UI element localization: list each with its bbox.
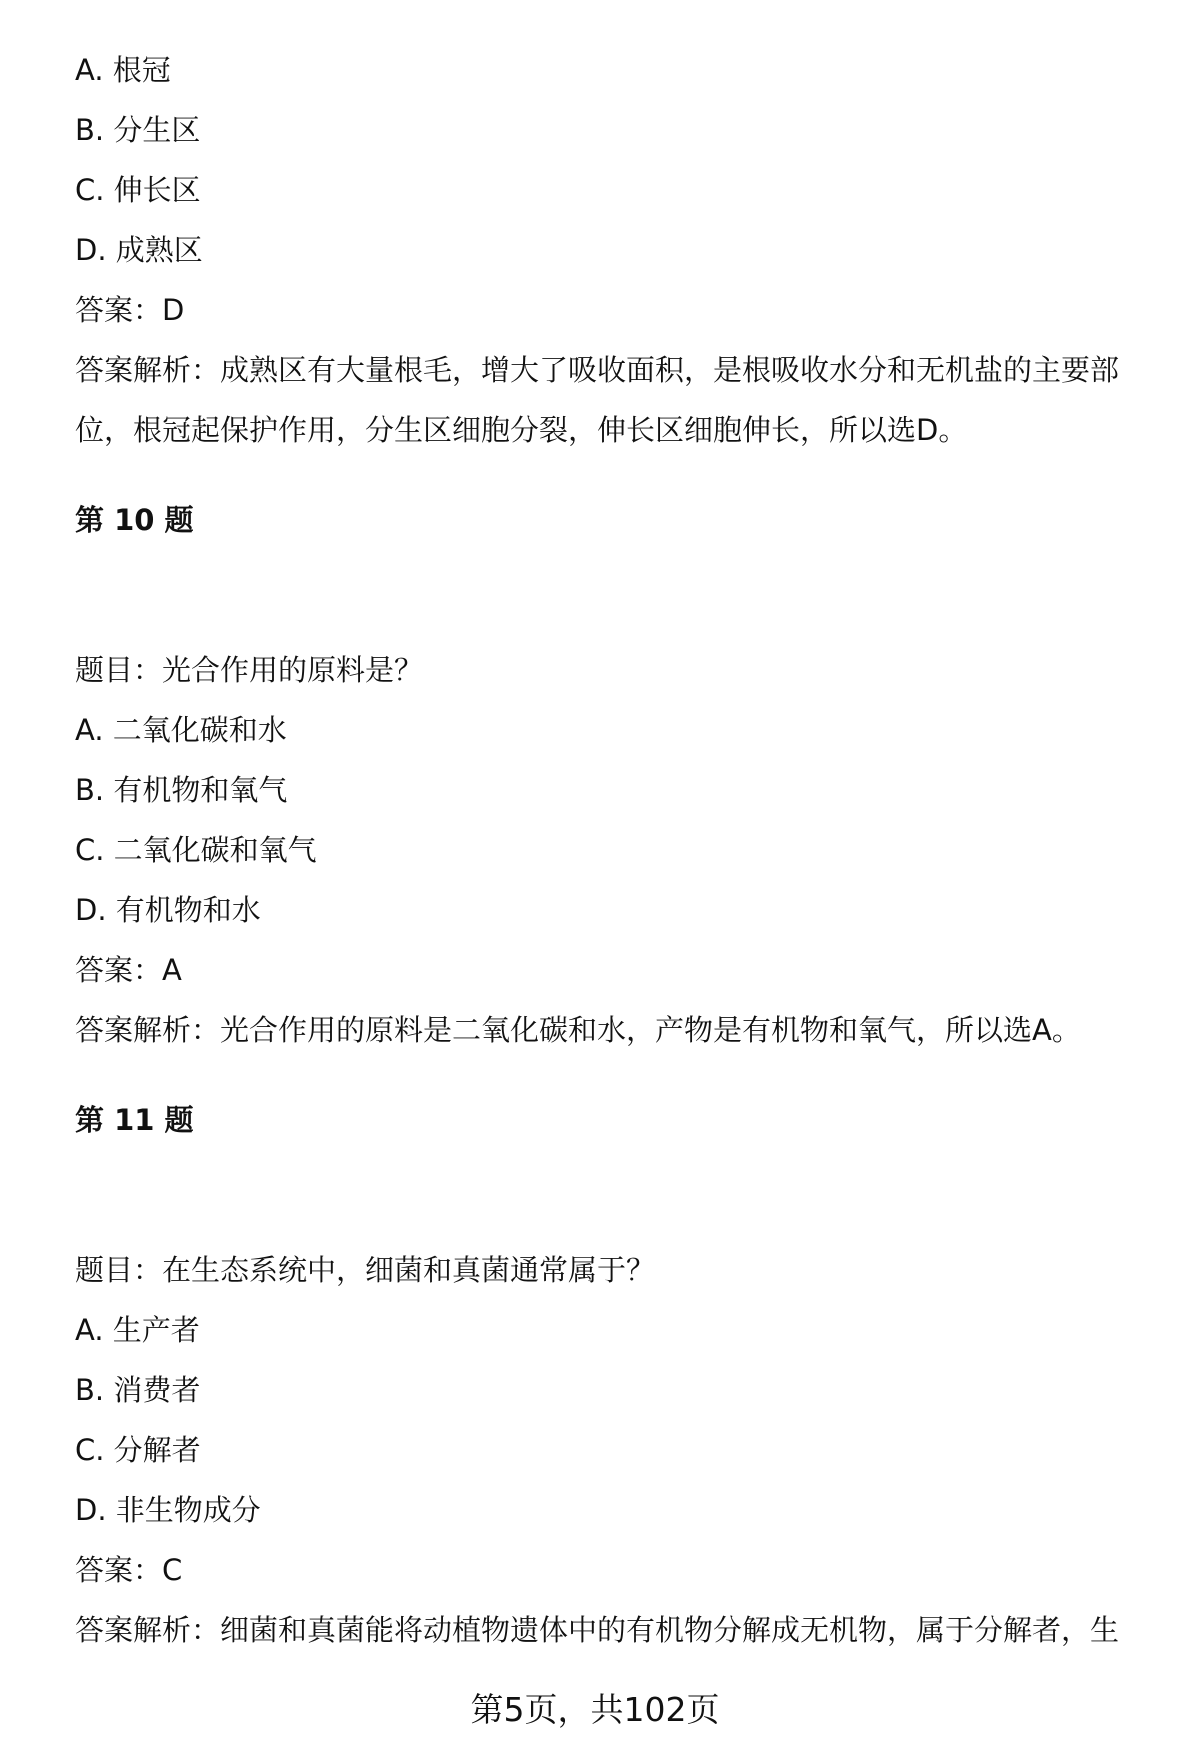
q10-option-c: C. 二氧化碳和氧气 [75,833,317,867]
q9-answer: 答案：D [75,293,185,327]
q11-option-a: A. 生产者 [75,1313,200,1347]
q9-analysis-line-1: 答案解析：成熟区有大量根毛，增大了吸收面积，是根吸收水分和无机盐的主要部 [75,353,1120,387]
q10-heading: 第 10 题 [75,503,194,537]
q9-option-b: B. 分生区 [75,113,201,147]
q11-option-b: B. 消费者 [75,1373,201,1407]
q10-option-d: D. 有机物和水 [75,893,261,927]
q11-analysis: 答案解析：细菌和真菌能将动植物遗体中的有机物分解成无机物，属于分解者，生 [75,1613,1120,1647]
q10-analysis: 答案解析：光合作用的原料是二氧化碳和水，产物是有机物和氧气，所以选A。 [75,1013,1081,1047]
q10-option-b: B. 有机物和氧气 [75,773,288,807]
q9-option-a: A. 根冠 [75,53,171,87]
page-number-footer: 第5页，共102页 [470,1690,720,1729]
q11-question: 题目：在生态系统中，细菌和真菌通常属于？ [75,1253,656,1287]
q10-question: 题目：光合作用的原料是？ [75,653,424,687]
q11-option-d: D. 非生物成分 [75,1493,261,1527]
q9-option-d: D. 成熟区 [75,233,203,267]
q11-heading: 第 11 题 [75,1103,194,1137]
q10-answer: 答案：A [75,953,182,987]
q10-option-a: A. 二氧化碳和水 [75,713,287,747]
q11-answer: 答案：C [75,1553,183,1587]
q11-option-c: C. 分解者 [75,1433,201,1467]
q9-option-c: C. 伸长区 [75,173,201,207]
q9-analysis-line-2: 位，根冠起保护作用，分生区细胞分裂，伸长区细胞伸长，所以选D。 [75,413,968,447]
